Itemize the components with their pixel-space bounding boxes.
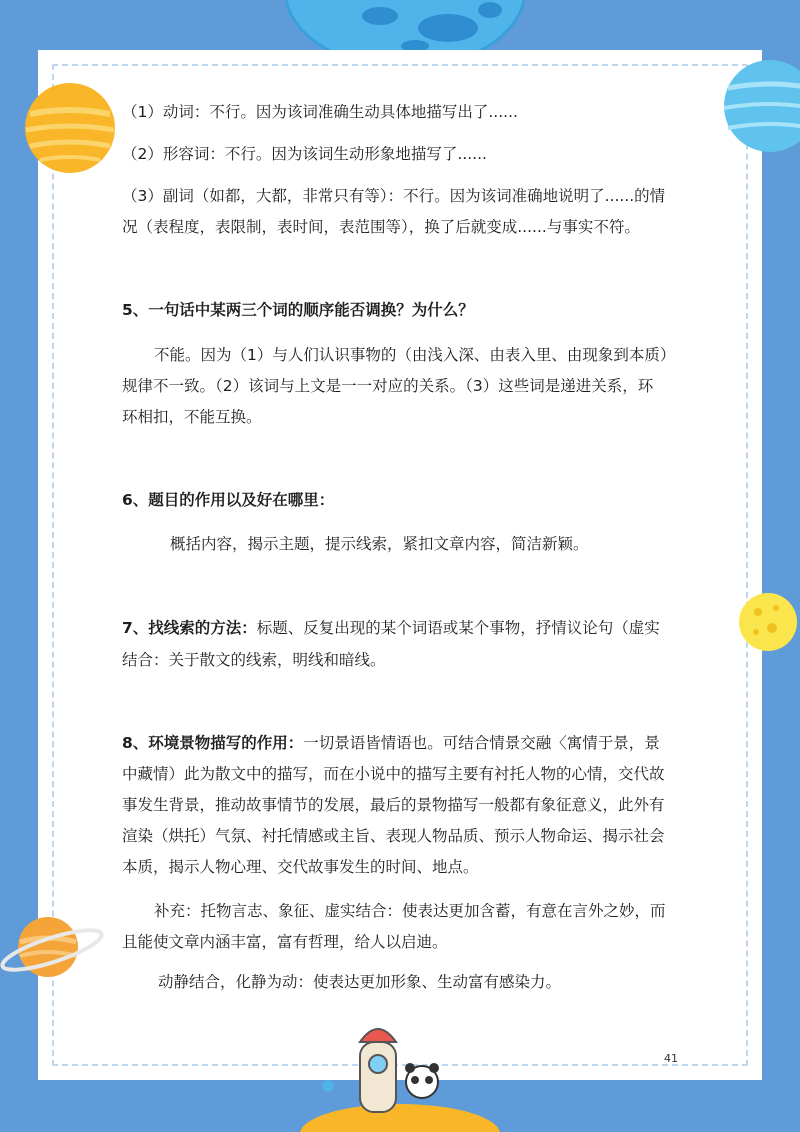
q7-answer-1: 标题、反复出现的某个词语或某个事物，抒情议论句（虚实 xyxy=(256,619,660,637)
small-yellow-planet-icon xyxy=(736,590,800,654)
yellow-planet-icon xyxy=(22,80,118,176)
q6-answer: 概括内容，揭示主题，提示线索，紧扣文章内容，简洁新颖。 xyxy=(170,535,589,553)
q8-answer-4: 渲染（烘托）气氛、衬托情感或主旨、表现人物品质、预示人物命运、揭示社会 xyxy=(122,827,665,845)
q5-answer-2: 规律不一致。（2）该词与上文是一一对应的关系。（3）这些词是递进关系，环 xyxy=(122,377,654,395)
q7-line-1 xyxy=(122,614,696,643)
q7-heading: 7、找线索的方法： xyxy=(122,619,257,637)
q8-answer-3: 事发生背景，推动故事情节的发展，最后的景物描写一般都有象征意义，此外有 xyxy=(122,796,665,814)
q5-answer-1: 不能。因为（1）与人们认识事物的（由浅入深、由表入里、由现象到本质） xyxy=(154,346,676,364)
q6-heading: 6、题目的作用以及好在哪里： xyxy=(122,491,335,509)
q8-heading: 8、环境景物描写的作用： xyxy=(122,734,304,752)
q7-answer-2: 结合：关于散文的线索，明线和暗线。 xyxy=(122,651,386,669)
page-number: 41 xyxy=(664,1052,678,1065)
q8-answer-5: 本质，揭示人物心理、交代故事发生的时间、地点。 xyxy=(122,858,479,876)
ringed-planet-icon xyxy=(0,902,110,992)
q5-heading: 5、一句话中某两三个词的顺序能否调换？为什么？ xyxy=(122,301,474,319)
q8-answer-1: 一切景语皆情语也。可结合情景交融〈寓情于景，景 xyxy=(303,734,660,752)
q8-answer-2: 中藏情）此为散文中的描写，而在小说中的描写主要有衬托人物的心情，交代故 xyxy=(122,765,665,783)
q8-dynamic-static: 动静结合，化静为动：使表达更加形象、生动富有感染力。 xyxy=(158,973,562,991)
q5-answer-3: 环相扣，不能互换。 xyxy=(122,408,262,426)
q8-line-1 xyxy=(122,729,696,758)
rocket-panda-icon xyxy=(300,1022,500,1132)
line-adverb-2: 况（表程度，表限制，表时间，表范围等），换了后就变成......与事实不符。 xyxy=(122,218,640,236)
q8-supplement-2: 且能使文章内涵丰富，富有哲理，给人以启迪。 xyxy=(122,933,448,951)
q8-supplement-1: 补充：托物言志、象征、虚实结合：使表达更加含蓄，有意在言外之妙，而 xyxy=(154,902,666,920)
line-verb: （1）动词：不行。因为该词准确生动具体地描写出了...... xyxy=(122,103,518,121)
line-adjective: （2）形容词：不行。因为该词生动形象地描写了...... xyxy=(122,145,487,163)
line-adverb-1: （3）副词（如都，大都，非常只有等）：不行。因为该词准确地说明了......的情 xyxy=(122,187,666,205)
light-blue-planet-icon xyxy=(716,58,800,158)
